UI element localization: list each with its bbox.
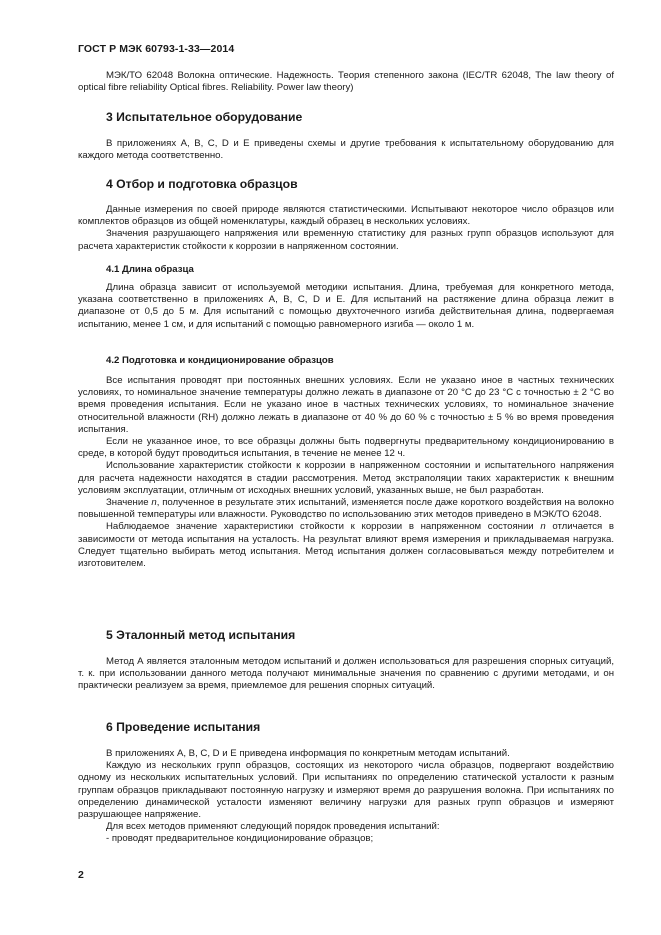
subsection-4-2-body bbox=[78, 375, 614, 570]
section-5-body bbox=[78, 656, 614, 693]
document-header: ГОСТ Р МЭК 60793-1-33—2014 bbox=[78, 43, 235, 55]
text-run: Значение bbox=[106, 497, 152, 509]
paragraph: Длина образца зависит от используемой методики испытания. Длина, требуемая для конкретного метода, указана соответственно в приложениях А, В, С, D и Е. Для испытаний на растяжение длина образца лежит в диапазоне от 0,5 до 5 м. Для испытаний с помощью двухточечного изгиба действительная длина, подвергаемая испытанию, менее 1 см, и для испытаний с помощью равномерного изгиба — около 1 м. bbox=[78, 282, 614, 330]
section-6-body bbox=[78, 748, 614, 846]
text-run: , полученное в результате этих испытаний, изменяется после даже короткого воздействия на волокно повышенной температуры или влажности. Руководство по использованию этих методов приведено в МЭК/ТО 62048. bbox=[78, 497, 614, 521]
reference-paragraph bbox=[78, 70, 614, 94]
paragraph: Метод А является эталонным методом испытаний и должен использоваться для разрешения спорных ситуаций, т. к. при использовании данного метода получают минимальные значения по сравнению с другими методами, и он практически реализуем за время, приемлемое для решения спорных ситуаций. bbox=[78, 656, 614, 692]
paragraph: Использование характеристик стойкости к коррозии в напряженном состоянии и испытательного напряжения для расчета надежности находятся в стадии рассмотрения. Метод экстраполяции таких характеристик к внешним условиям эксплуатации, отличным от исходных внешних условий, указанных выше, не был разработан. bbox=[78, 460, 614, 496]
subsection-4-1-heading: 4.1 Длина образца bbox=[106, 264, 194, 275]
paragraph: Каждую из нескольких групп образцов, состоящих из некоторого числа образцов, подвергают воздействию одному из нескольких испытательных условий. При испытаниях по определению статической усталости к разным группам образцов прикладывают постоянную нагрузку и измеряют время до разрушения волокна. При испытаниях по определению динамической усталости изменяют величину нагрузки для разных групп образцов и измеряют разрушающее напряжение. bbox=[78, 760, 614, 821]
paragraph: МЭК/ТО 62048 Волокна оптические. Надежность. Теория степенного закона (IEC/TR 62048, The law theory of optical fibre reliability Optical fibres. Reliability. Power law theory) bbox=[78, 70, 614, 94]
variable-n: n bbox=[151, 497, 157, 509]
text-run: отличается в зависимости от метода испытания на усталость. На результат влияют время измерения и прикладываемая нагрузка. Следует тщательно выбирать метод испытания. Метод испытания должен согласовываться между потребителем и изготовителем. bbox=[78, 521, 614, 570]
paragraph: В приложениях А, В, С, D и Е приведены схемы и другие требования к испытательному оборудованию для каждого метода соответственно. bbox=[78, 138, 614, 162]
variable-n: n bbox=[540, 521, 546, 533]
section-6-heading: 6 Проведение испытания bbox=[106, 720, 261, 734]
section-4-heading: 4 Отбор и подготовка образцов bbox=[106, 177, 298, 191]
paragraph: Данные измерения по своей природе являются статистическими. Испытывают некоторое число образцов или комплектов образцов из общей номенклатуры, каждый образец в нескольких условиях. bbox=[78, 204, 614, 228]
paragraph: Значения разрушающего напряжения или временную статистику для разных групп образцов используют для расчета характеристик стойкости к коррозии в напряженном состоянии. bbox=[78, 228, 614, 252]
paragraph: В приложениях А, В, С, D и Е приведена информация по конкретным методам испытаний. bbox=[106, 748, 510, 759]
section-5-heading: 5 Эталонный метод испытания bbox=[106, 628, 296, 642]
subsection-4-2-heading: 4.2 Подготовка и кондиционирование образцов bbox=[106, 355, 334, 366]
paragraph: Для всех методов применяют следующий порядок проведения испытаний: bbox=[106, 821, 440, 833]
section-3-heading: 3 Испытательное оборудование bbox=[106, 110, 303, 124]
paragraph: - проводят предварительное кондиционирование образцов; bbox=[106, 833, 374, 845]
paragraph: Все испытания проводят при постоянных внешних условиях. Если не указано иное в частных технических условиях, то номинальное значение температуры должно лежать в диапазоне от 20 °С до 23 °С с точностью ± 2 °С во время проведения испытания. Если не указано иное в частных технических условиях, то номинальное значение относительной влажности (RH) должно лежать в диапазоне от 40 % до 60 % с точностью ± 5 % во время проведения испытания. bbox=[78, 375, 614, 435]
section-4-body bbox=[78, 204, 614, 253]
text-run: Наблюдаемое значение характеристики стойкости к коррозии в напряженном состоянии bbox=[106, 521, 541, 533]
page-number: 2 bbox=[78, 869, 84, 881]
paragraph bbox=[78, 497, 614, 521]
subsection-4-1-body bbox=[78, 282, 614, 331]
paragraph: Если не указанное иное, то все образцы должны быть подвергнуты предварительному кондиционированию в среде, в которой будут проводиться испытания, в течение не менее 12 ч. bbox=[78, 436, 614, 460]
section-3-body bbox=[78, 138, 614, 162]
paragraph bbox=[78, 521, 614, 570]
